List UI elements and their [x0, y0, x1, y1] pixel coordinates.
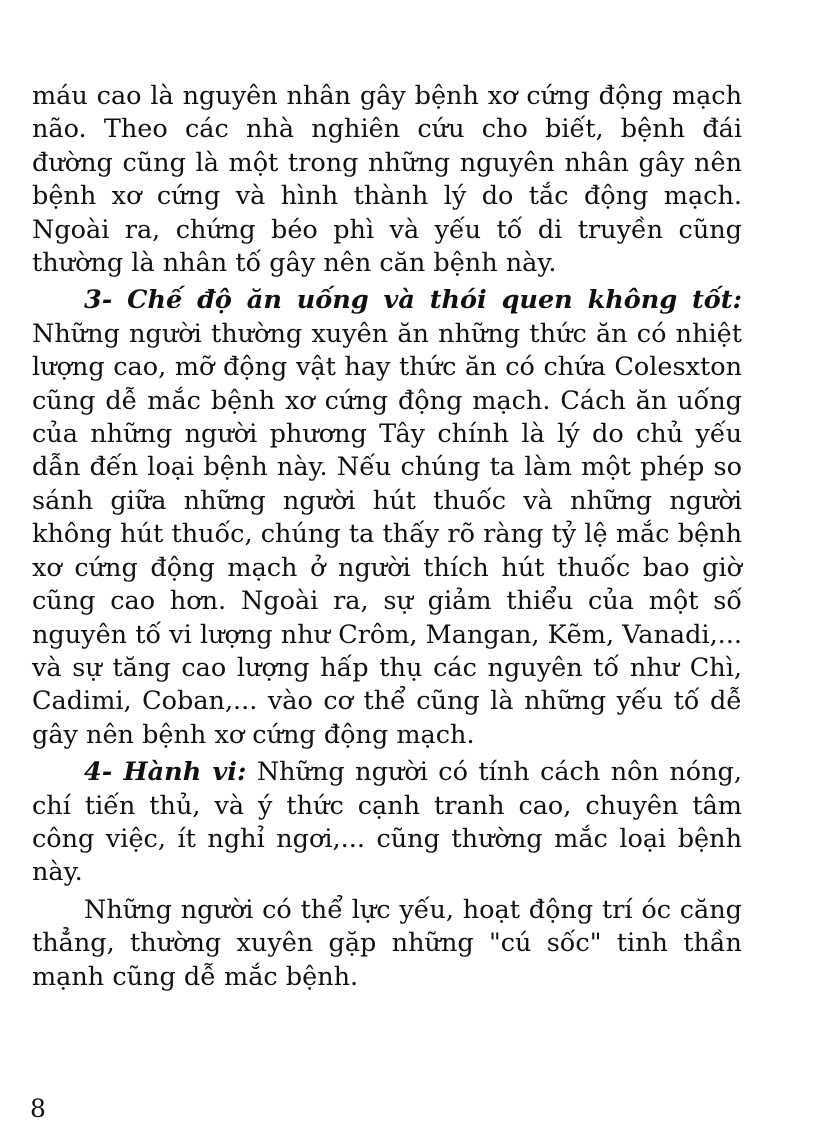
page-number: 8: [30, 1094, 46, 1123]
paragraph-behavior: [32, 756, 742, 890]
paragraph-physical-condition: [32, 894, 742, 994]
paragraph-text: Những người thường xuyên ăn những thức ăn có nhiệt lượng cao, mỡ động vật hay thức ăn có chứa Colesxton cũng dễ mắc bệnh xơ cứng động mạch. Cách ăn uống của những người phương Tây chính là lý do chủ yếu dẫn đến loại bệnh này. Nếu chúng ta làm một phép so sánh giữa những người hút thuốc và những người không hút thuốc, chúng ta thấy rõ ràng tỷ lệ mắc bệnh xơ cứng động mạch ở người thích hút thuốc bao giờ cũng cao hơn. Ngoài ra, sự giảm thiểu của một số nguyên tố vi lượng như Crôm, Mangan, Kẽm, Vanadi,... và sự tăng cao lượng hấp thụ các nguyên tố như Chì, Cadimi, Coban,... vào cơ thể cũng là những yếu tố dễ gây nên bệnh xơ cứng động mạch.: [32, 318, 742, 750]
paragraph-diet: [32, 284, 742, 752]
paragraph-text: Những người có tính cách nôn nóng, chí tiến thủ, và ý thức cạnh tranh cao, chuyên tâm công việc, ít nghỉ ngơi,... cũng thường mắc loại bệnh này.: [32, 757, 742, 888]
section-heading-behavior: 4- Hành vi:: [84, 757, 247, 788]
paragraph-text: máu cao là nguyên nhân gây bệnh xơ cứng động mạch não. Theo các nhà nghiên cứu cho biết, bệnh đái đường cũng là một trong những nguyên nhân gây nên bệnh xơ cứng và hình thành lý do tắc động mạch. Ngoài ra, chứng béo phì và yếu tố di truyền cũng thường là nhân tố gây nên căn bệnh này.: [32, 81, 742, 279]
paragraph-continuation: [32, 80, 742, 280]
section-heading-diet: 3- Chế độ ăn uống và thói quen không tốt:: [84, 285, 742, 316]
page-body: [32, 80, 742, 994]
paragraph-text: Những người có thể lực yếu, hoạt động trí óc căng thẳng, thường xuyên gặp những "cú sốc" tinh thần mạnh cũng dễ mắc bệnh.: [32, 894, 742, 992]
